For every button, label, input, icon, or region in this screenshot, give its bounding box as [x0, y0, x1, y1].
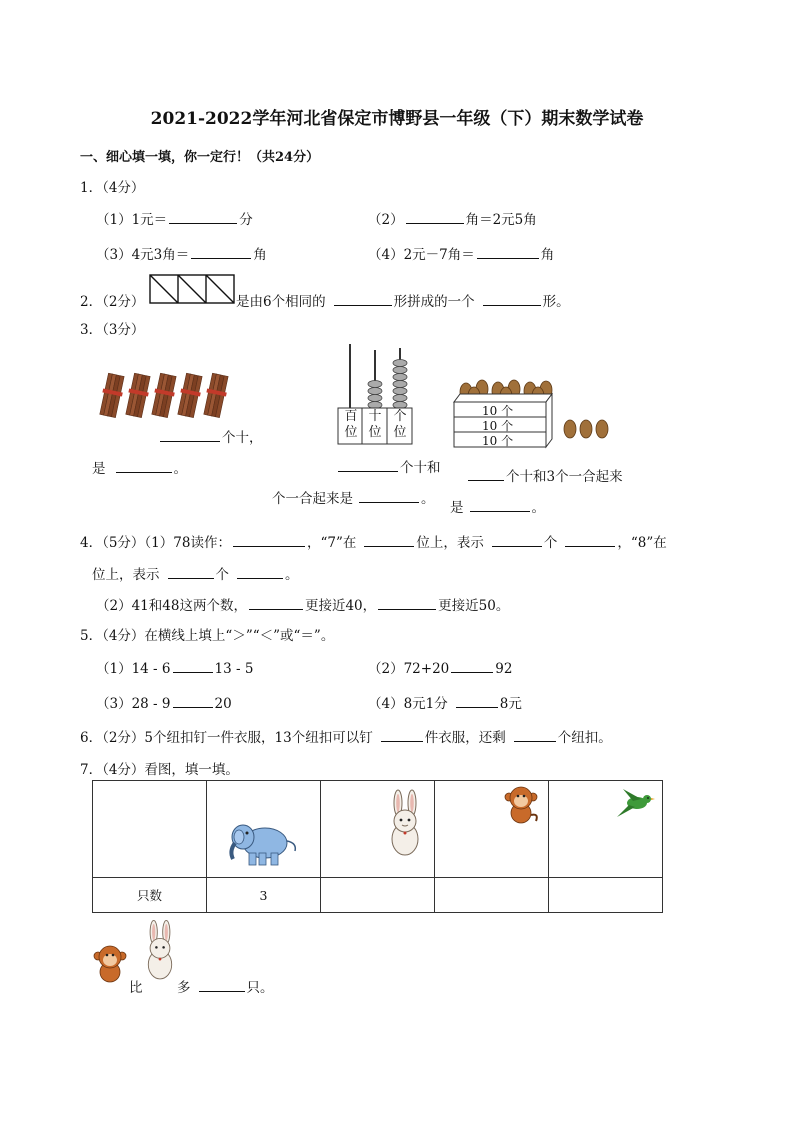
- q5-d-pre: （4）8元1分: [368, 696, 448, 712]
- answer-blank[interactable]: [378, 597, 436, 610]
- answer-blank[interactable]: [334, 293, 392, 306]
- page-title: 2021-2022学年河北省保定市博野县一年级（下）期末数学试卷: [150, 109, 644, 129]
- answer-blank[interactable]: [565, 534, 615, 547]
- q3-b3: 。: [421, 491, 435, 507]
- q3-c-line2: [450, 496, 545, 516]
- answer-blank[interactable]: [233, 534, 305, 547]
- q6: [80, 726, 612, 746]
- answer-blank[interactable]: [338, 459, 398, 472]
- q1-d-post: 角: [540, 247, 555, 263]
- answer-blank[interactable]: [249, 597, 303, 610]
- abacus-label-ones-2: 位: [393, 425, 407, 440]
- q1-c-post: 角: [253, 247, 267, 263]
- compare-duo: 多: [177, 980, 191, 996]
- animal-count-table: [92, 780, 663, 913]
- answer-blank[interactable]: [191, 246, 251, 259]
- q3-a1: 个十，: [222, 430, 263, 446]
- q3-a-line2: [92, 457, 187, 477]
- stick-bundles-image: [96, 372, 231, 418]
- table-cell-rabbit: [321, 781, 435, 878]
- q5-c-post: 20: [214, 696, 232, 712]
- compare-line: [177, 976, 274, 996]
- q1-head: 1．（4分）: [80, 180, 145, 196]
- rabbit-icon: [142, 918, 178, 984]
- q5-b: [368, 657, 512, 677]
- abacus-label-hundreds-1: 百: [344, 409, 358, 424]
- table-cell-empty: [93, 781, 207, 878]
- monkey-icon: [92, 944, 128, 984]
- table-row-counts: [93, 878, 663, 913]
- q5-c-pre: （3）28 - 9: [96, 696, 171, 712]
- q2-head: 2．（2分）: [80, 294, 145, 310]
- answer-blank[interactable]: [468, 468, 504, 481]
- q5-b-post: 92: [495, 661, 513, 677]
- abacus-label-tens-1: 十: [368, 409, 382, 424]
- q4-line1: [80, 531, 667, 551]
- answer-blank[interactable]: [456, 695, 498, 708]
- answer-blank[interactable]: [477, 246, 539, 259]
- q5-head: 5．（4分）在横线上填上“＞”“＜”或“＝”。: [80, 628, 335, 644]
- q3-b-line2: [272, 487, 435, 507]
- q1-d: [368, 243, 554, 263]
- q4-line3-pre: （2）41和48这两个数，: [96, 598, 247, 614]
- q2-end: 形。: [542, 294, 570, 310]
- q5-a-post: 13 - 5: [214, 661, 254, 677]
- q4-l1b: ，“7”在: [306, 535, 357, 551]
- q1-a-pre: （1）1元＝: [96, 212, 168, 228]
- q4-line3: [96, 594, 509, 614]
- bird-icon: [615, 787, 655, 821]
- count-elephant[interactable]: 3: [207, 878, 321, 913]
- answer-blank[interactable]: [237, 566, 283, 579]
- q1-b: [368, 208, 537, 228]
- abacus-label-tens: [365, 409, 385, 441]
- count-monkey[interactable]: [435, 878, 549, 913]
- answer-blank[interactable]: [483, 293, 541, 306]
- rabbit-icon: [385, 789, 425, 859]
- monkey-icon: [503, 785, 539, 825]
- q4-l1e: ，“8”在: [617, 535, 667, 551]
- q3-c-line1: [466, 465, 623, 485]
- answer-blank[interactable]: [169, 211, 237, 224]
- q3-c1: 个十和3个一合起来: [506, 469, 623, 485]
- abacus-label-tens-2: 位: [368, 425, 382, 440]
- answer-blank[interactable]: [173, 660, 213, 673]
- q5-b-pre: （2）72+20: [368, 661, 450, 677]
- q5-a-pre: （1）14 - 6: [96, 661, 171, 677]
- count-bird[interactable]: [549, 878, 663, 913]
- table-cell-monkey: [435, 781, 549, 878]
- q3-c2: 是: [450, 500, 464, 516]
- answer-blank[interactable]: [168, 566, 214, 579]
- q3-b-line1: [336, 456, 441, 476]
- answer-blank[interactable]: [492, 534, 542, 547]
- answer-blank[interactable]: [359, 490, 419, 503]
- section-heading: 一、细心填一填，你一定行！（共24分）: [80, 150, 320, 165]
- answer-blank[interactable]: [406, 211, 464, 224]
- q5-a: [96, 657, 253, 677]
- egg-box-label-1: 10 个: [482, 404, 514, 418]
- compare-end: 只。: [246, 980, 274, 996]
- q1-b-post: 角＝2元5角: [465, 212, 537, 228]
- q2-mid: 是由6个相同的: [236, 294, 326, 310]
- q4-line1-pre: 4．（5分）（1）78读作：: [80, 535, 231, 551]
- q1-c: [96, 243, 267, 263]
- q4-l1d: 个: [543, 535, 558, 551]
- q3-a3: 。: [173, 461, 187, 477]
- count-rabbit[interactable]: [321, 878, 435, 913]
- q5-c: [96, 692, 232, 712]
- q3-c3: 。: [531, 500, 545, 516]
- q7-head: 7．（4分）看图，填一填。: [80, 762, 239, 778]
- q1-b-pre: （2）: [368, 212, 404, 228]
- abacus-label-ones-1: 个: [393, 409, 407, 424]
- q6-end: 个纽扣。: [557, 730, 612, 746]
- egg-box-label-2: 10 个: [482, 419, 514, 433]
- q3-head: 3．（3分）: [80, 322, 145, 338]
- q1-c-pre: （3）4元3角＝: [96, 247, 190, 263]
- q5-d: [368, 692, 522, 712]
- q1-a-post: 分: [239, 212, 253, 228]
- abacus-label-hundreds: [341, 409, 361, 441]
- q4-l2b: 个: [215, 567, 229, 583]
- q1-a: [96, 208, 253, 228]
- abacus-label-ones: [390, 409, 410, 441]
- q6-mid: 件衣服，还剩: [424, 730, 506, 746]
- q1-d-pre: （4）2元－7角＝: [368, 247, 475, 263]
- q4-l3b: 更接近40，: [304, 598, 377, 614]
- q3-b1: 个十和: [400, 460, 441, 476]
- compare-bi: 比: [129, 980, 143, 996]
- row-label: 只数: [93, 878, 207, 913]
- q2-mid2: 形拼成的一个: [393, 294, 475, 310]
- q4-l2c: 。: [285, 567, 299, 583]
- q3-b2: 个一合起来是: [272, 491, 353, 507]
- table-row-pictures: [93, 781, 663, 878]
- answer-blank[interactable]: [470, 499, 530, 512]
- table-cell-elephant: [207, 781, 321, 878]
- egg-box-label-3: 10 个: [482, 434, 514, 448]
- q4-l1c: 位上，表示: [416, 535, 484, 551]
- answer-blank[interactable]: [160, 429, 220, 442]
- answer-blank[interactable]: [451, 660, 493, 673]
- answer-blank[interactable]: [514, 729, 556, 742]
- answer-blank[interactable]: [199, 979, 245, 992]
- q2-text: [236, 290, 570, 310]
- q4-line2: [92, 563, 299, 583]
- parallelogram-strip-figure: [149, 274, 235, 304]
- elephant-icon: [229, 821, 301, 867]
- q3-a2: 是: [92, 461, 106, 477]
- table-cell-bird: [549, 781, 663, 878]
- answer-blank[interactable]: [116, 460, 172, 473]
- answer-blank[interactable]: [173, 695, 213, 708]
- q3-a-line1: [158, 426, 263, 446]
- abacus-label-hundreds-2: 位: [344, 425, 358, 440]
- answer-blank[interactable]: [381, 729, 423, 742]
- q4-line2-pre: 位上，表示: [92, 567, 160, 583]
- q6-pre: 6．（2分）5个纽扣钉一件衣服，13个纽扣可以钉: [80, 730, 373, 746]
- egg-boxes-image: [452, 378, 617, 450]
- answer-blank[interactable]: [364, 534, 414, 547]
- q5-d-post: 8元: [499, 696, 522, 712]
- q4-l3c: 更接近50。: [438, 598, 510, 614]
